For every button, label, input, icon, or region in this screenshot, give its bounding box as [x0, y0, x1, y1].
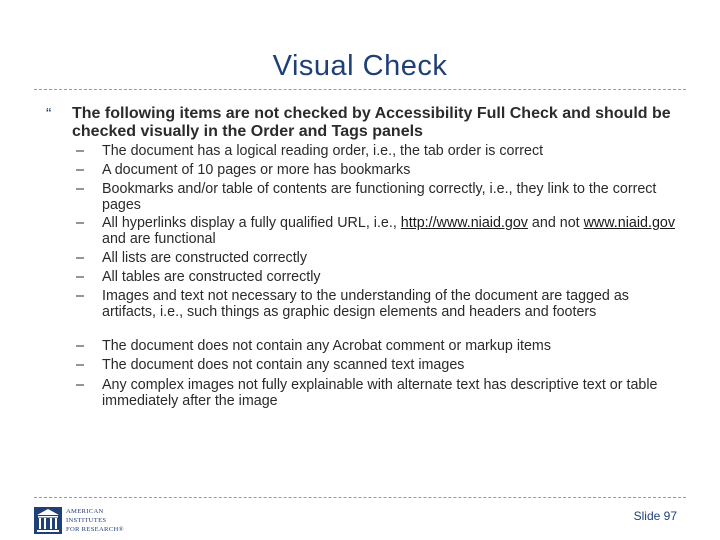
- checklist-item: [76, 215, 676, 247]
- organization-logo: [34, 506, 144, 536]
- dash-marker: –: [76, 269, 84, 285]
- slide-number: Slide 97: [633, 509, 677, 523]
- niaid-full-url-link[interactable]: http://www.niaid.gov: [400, 215, 528, 231]
- dash-marker: –: [76, 288, 84, 304]
- checklist-item: [76, 143, 676, 159]
- dash-marker: –: [76, 357, 84, 373]
- dash-marker: –: [76, 215, 84, 231]
- dash-marker: –: [76, 377, 84, 393]
- main-bullet-marker: “: [46, 106, 52, 123]
- logo-line: INSTITUTES: [66, 517, 107, 524]
- checklist-item-text: The document has a logical reading order, i.e., the tab order is correct: [102, 143, 544, 159]
- checklist-item: [76, 288, 676, 320]
- logo-line: AMERICAN: [66, 508, 104, 515]
- building-columns-icon: [34, 507, 62, 534]
- dash-marker: –: [76, 143, 84, 159]
- bottom-divider: [34, 497, 686, 498]
- checklist-item-text-part: and are functional: [102, 231, 216, 247]
- checklist-item: [76, 377, 676, 409]
- checklist-item-text: All tables are constructed correctly: [102, 269, 321, 285]
- checklist-item: [76, 250, 676, 266]
- niaid-short-url-link[interactable]: www.niaid.gov: [583, 215, 675, 231]
- checklist-item-text: The document does not contain any scanned text images: [102, 357, 465, 373]
- checklist-item-text: A document of 10 pages or more has bookmarks: [102, 162, 411, 178]
- dash-marker: –: [76, 181, 84, 197]
- checklist-item-text-part: and not: [527, 215, 584, 231]
- checklist-item: [76, 181, 676, 213]
- intro-text: The following items are not checked by Accessibility Full Check and should be checked visually in the Order and Tags panels: [72, 105, 671, 140]
- logo-wordmark: [66, 507, 124, 534]
- checklist-item: [76, 338, 676, 354]
- dash-marker: –: [76, 338, 84, 354]
- logo-line: FOR RESEARCH®: [66, 526, 124, 533]
- slide-title: Visual Check: [272, 50, 448, 82]
- checklist-item-text: [102, 215, 676, 247]
- checklist-item-text: All lists are constructed correctly: [102, 250, 307, 266]
- checklist-item-text-part: All hyperlinks display a fully qualified URL, i.e.,: [102, 215, 401, 231]
- dash-marker: –: [76, 162, 84, 178]
- checklist-item: [76, 269, 676, 285]
- checklist-item: [76, 162, 676, 178]
- checklist-item-text: The document does not contain any Acrobat comment or markup items: [102, 338, 551, 354]
- checklist-item-text: Images and text not necessary to the understanding of the document are tagged as artifacts, i.e., such things as graphic design elements and headers and footers: [102, 288, 629, 320]
- dash-marker: –: [76, 250, 84, 266]
- checklist-item: [76, 357, 676, 373]
- checklist-item-text: Any complex images not fully explainable with alternate text has descriptive text or table immediately after the image: [102, 377, 658, 409]
- checklist-item-text: Bookmarks and/or table of contents are functioning correctly, i.e., they link to the correct pages: [102, 181, 657, 213]
- top-divider: [34, 89, 686, 90]
